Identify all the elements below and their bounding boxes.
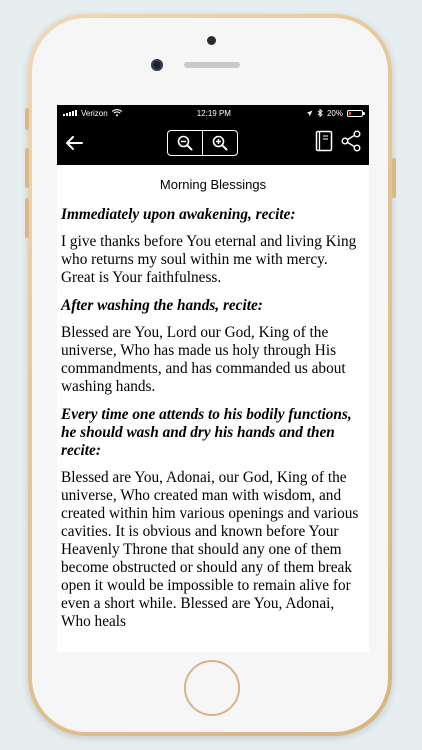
app-screen [57, 105, 369, 652]
front-camera [151, 59, 163, 71]
signal-strength-icon [63, 110, 77, 116]
blessing-text: I give thanks before You eternal and living King who returns my soul within me with mercy. Great is Your faithfulness. [61, 233, 357, 286]
instruction-text: After washing the hands, recite: [61, 297, 263, 314]
zoom-in-button[interactable] [202, 131, 237, 155]
battery-percent: 20% [326, 108, 343, 118]
blessing-text: Blessed are You, Lord our God, King of the universe, Who has made us holy through His commandments, and has commanded us about washing hands. [61, 324, 346, 395]
blessing-text: Blessed are You, Adonai, our God, King of the universe, Who created man with wisdom, and created within him various openings and various cavities. It is obvious and known before Your Heavenly Throne that should any one of them become obstructed or should any of them break open it would be impossible to remain alive for even a short while. Blessed are You, Adonai, Who heals [61, 469, 359, 630]
toolbar [57, 121, 369, 165]
carrier-name: Verizon [81, 108, 108, 118]
arrow-left-icon [65, 136, 83, 150]
book-icon [315, 130, 333, 152]
location-arrow-icon [306, 110, 313, 117]
bluetooth-icon [317, 109, 323, 117]
wifi-icon [112, 109, 122, 117]
battery-icon [347, 110, 363, 117]
zoom-out-icon [177, 135, 193, 151]
share-icon [341, 130, 361, 152]
prayer-content [57, 177, 369, 631]
status-time: 12:19 PM [196, 108, 231, 118]
zoom-out-button[interactable] [168, 131, 202, 155]
page-title: Morning Blessings [159, 177, 267, 192]
zoom-controls [167, 130, 238, 156]
home-button[interactable] [184, 660, 240, 716]
proximity-sensor [207, 36, 216, 45]
earpiece-speaker [184, 62, 240, 68]
instruction-text: Immediately upon awakening, recite: [61, 206, 296, 223]
volume-down-button [25, 198, 29, 238]
status-bar [57, 105, 369, 121]
mute-switch [25, 108, 29, 130]
share-button[interactable] [341, 130, 361, 157]
zoom-in-icon [212, 135, 228, 151]
instruction-text: Every time one attends to his bodily functions, he should wash and dry his hands and then recite: [61, 406, 352, 459]
volume-up-button [25, 148, 29, 188]
power-button [392, 158, 396, 198]
back-button[interactable] [65, 131, 89, 155]
book-button[interactable] [315, 130, 333, 157]
